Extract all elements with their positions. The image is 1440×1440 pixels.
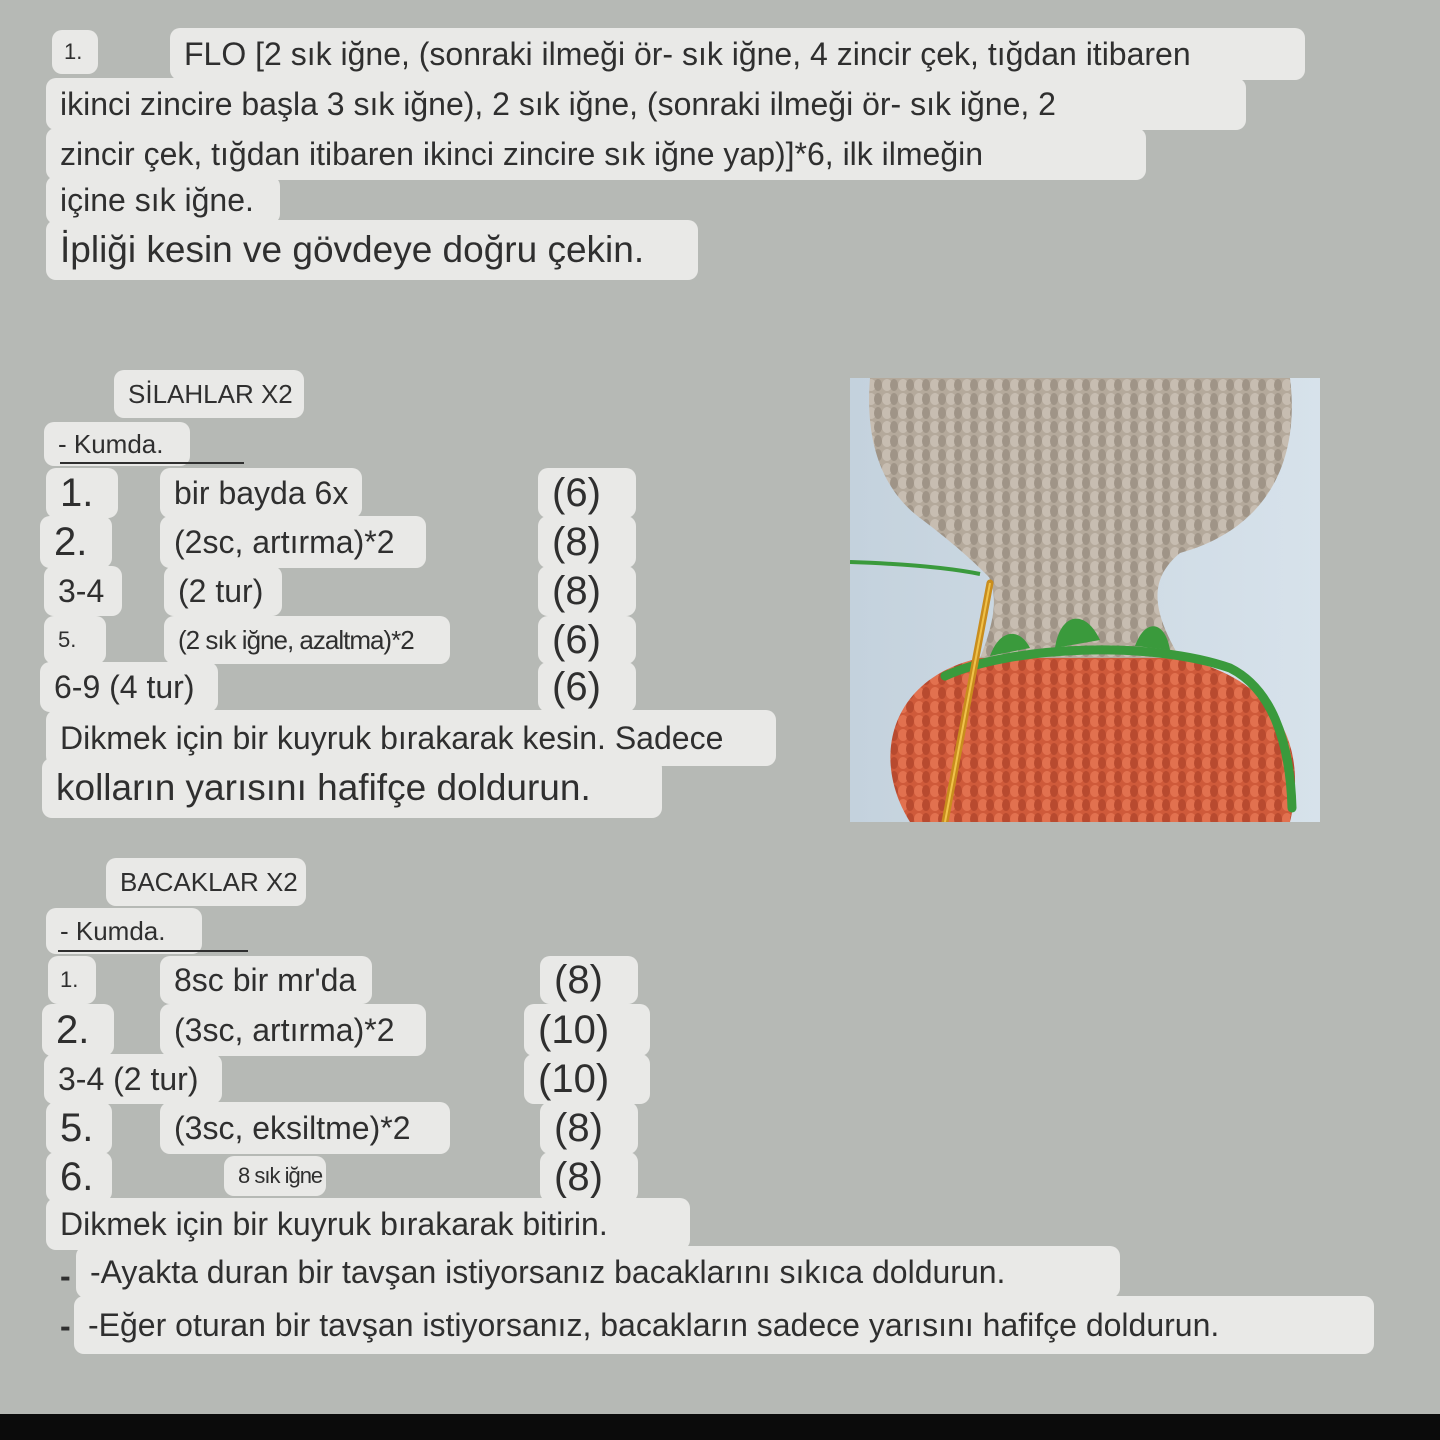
legs-row-3-num	[44, 1054, 222, 1104]
intro-step-number-text: 1.	[64, 39, 83, 64]
legs-color-underline	[58, 950, 248, 952]
arms-color-underline	[60, 462, 244, 464]
legs-row-5-instruction-text: 8 sık iğne	[238, 1163, 323, 1188]
legs-row-5-count	[540, 1152, 638, 1202]
legs-row-1-instruction-text: 8sc bir mr'da	[174, 961, 357, 998]
legs-bullet-2-text: -Eğer oturan bir tavşan istiyorsanız, bacakların sadece yarısını hafifçe doldurun.	[88, 1306, 1220, 1343]
legs-heading	[106, 858, 306, 906]
arms-row-2-count-text: (8)	[552, 519, 601, 564]
arms-row-4-instruction	[164, 616, 450, 664]
legs-row-2-instruction-text: (3sc, artırma)*2	[174, 1011, 395, 1048]
arms-row-5-count-text: (6)	[552, 664, 601, 709]
legs-row-5-count-text: (8)	[554, 1154, 603, 1199]
legs-row-5-num	[46, 1152, 112, 1202]
arms-row-2-instruction	[160, 516, 426, 568]
legs-bullet-marker-2	[60, 1304, 71, 1348]
arms-row-1-instruction-text: bir bayda 6x	[174, 474, 349, 511]
crochet-photo	[850, 378, 1320, 822]
legs-bullet-marker-2-text: -	[60, 1308, 71, 1344]
arms-row-5-count	[538, 662, 636, 712]
arms-row-3-count	[538, 566, 636, 616]
legs-row-1-instruction	[160, 956, 372, 1004]
crochet-photo-drawing	[850, 378, 1320, 822]
legs-row-2-num	[42, 1004, 114, 1056]
legs-row-4-count	[540, 1102, 638, 1154]
arms-finish-line-1-text: Dikmek için bir kuyruk bırakarak kesin. Sadece	[60, 719, 724, 756]
legs-row-4-instruction	[160, 1102, 450, 1154]
legs-row-1-num	[48, 956, 96, 1004]
arms-color-note-text: - Kumda.	[58, 428, 164, 459]
arms-row-2-num	[40, 516, 112, 568]
arms-row-2-num-text: 2.	[54, 519, 88, 564]
arms-row-4-count-text: (6)	[552, 617, 601, 662]
arms-row-1-count-text: (6)	[552, 470, 601, 515]
legs-row-2-instruction	[160, 1004, 426, 1056]
arms-row-3-instruction	[164, 566, 282, 616]
intro-line-4	[46, 176, 280, 224]
intro-line-1	[170, 28, 1305, 80]
legs-row-5-instruction	[224, 1156, 326, 1196]
arms-finish-line-2-text: kolların yarısını hafifçe doldurun.	[56, 767, 591, 808]
legs-row-1-count	[540, 956, 638, 1004]
arms-row-3-num-text: 3-4	[58, 572, 105, 609]
arms-heading-text: SİLAHLAR X2	[128, 378, 293, 409]
intro-line-3-text: zincir çek, tığdan itibaren ikinci zincire sık iğne yap)]*6, ilk ilmeğin	[60, 135, 984, 172]
arms-row-3-num	[44, 566, 122, 616]
intro-line-4-text: içine sık iğne.	[60, 181, 254, 218]
intro-line-5	[46, 220, 698, 280]
legs-row-4-num	[46, 1102, 112, 1154]
arms-row-4-instruction-text: (2 sık iğne, azaltma)*2	[178, 624, 414, 655]
legs-row-4-instruction-text: (3sc, eksiltme)*2	[174, 1109, 411, 1146]
legs-row-3-count	[524, 1054, 650, 1104]
arms-row-5-num-text: 6-9 (4 tur)	[54, 668, 195, 705]
arms-heading	[114, 370, 304, 418]
legs-color-note-text: - Kumda.	[60, 915, 166, 946]
legs-bullet-1	[76, 1246, 1120, 1298]
intro-line-5-text: İpliği kesin ve gövdeye doğru çekin.	[60, 229, 645, 270]
legs-row-2-num-text: 2.	[56, 1007, 90, 1052]
legs-bullet-marker-1	[60, 1254, 71, 1298]
arms-row-1-instruction	[160, 468, 362, 518]
legs-row-4-num-text: 5.	[60, 1105, 94, 1150]
arms-row-2-instruction-text: (2sc, artırma)*2	[174, 523, 395, 560]
legs-row-1-count-text: (8)	[554, 957, 603, 1002]
arms-row-4-num-text: 5.	[58, 627, 77, 652]
intro-step-number	[52, 30, 98, 74]
legs-finish-line	[46, 1198, 690, 1250]
arms-row-1-num	[46, 468, 118, 518]
legs-bullet-marker-1-text: -	[60, 1258, 71, 1294]
arms-finish-line-2	[42, 758, 662, 818]
arms-row-4-count	[538, 616, 636, 664]
legs-row-3-count-text: (10)	[538, 1056, 610, 1101]
legs-row-4-count-text: (8)	[554, 1105, 603, 1150]
arms-row-2-count	[538, 516, 636, 568]
arms-row-3-instruction-text: (2 tur)	[178, 572, 264, 609]
arms-row-1-num-text: 1.	[60, 470, 94, 515]
intro-line-2	[46, 78, 1246, 130]
intro-line-3	[46, 128, 1146, 180]
arms-row-3-count-text: (8)	[552, 568, 601, 613]
legs-row-5-num-text: 6.	[60, 1154, 94, 1199]
legs-heading-text: BACAKLAR X2	[120, 866, 298, 897]
arms-row-4-num	[44, 616, 106, 664]
legs-row-1-num-text: 1.	[60, 967, 79, 992]
arms-row-5-num	[40, 662, 218, 712]
intro-line-1-text: FLO [2 sık iğne, (sonraki ilmeği ör- sık iğne, 4 zincir çek, tığdan itibaren	[184, 35, 1191, 72]
arms-row-1-count	[538, 468, 636, 518]
legs-row-2-count-text: (10)	[538, 1007, 610, 1052]
arms-color-note	[44, 422, 190, 466]
legs-finish-line-text: Dikmek için bir kuyruk bırakarak bitirin.	[60, 1205, 608, 1242]
bottom-bar	[0, 1414, 1440, 1440]
intro-line-2-text: ikinci zincire başla 3 sık iğne), 2 sık iğne, (sonraki ilmeği ör- sık iğne, 2	[60, 85, 1056, 122]
legs-bullet-1-text: -Ayakta duran bir tavşan istiyorsanız bacaklarını sıkıca doldurun.	[90, 1253, 1006, 1290]
legs-row-2-count	[524, 1004, 650, 1056]
legs-bullet-2	[74, 1296, 1374, 1354]
legs-row-3-num-text: 3-4 (2 tur)	[58, 1060, 199, 1097]
legs-color-note	[46, 908, 202, 954]
